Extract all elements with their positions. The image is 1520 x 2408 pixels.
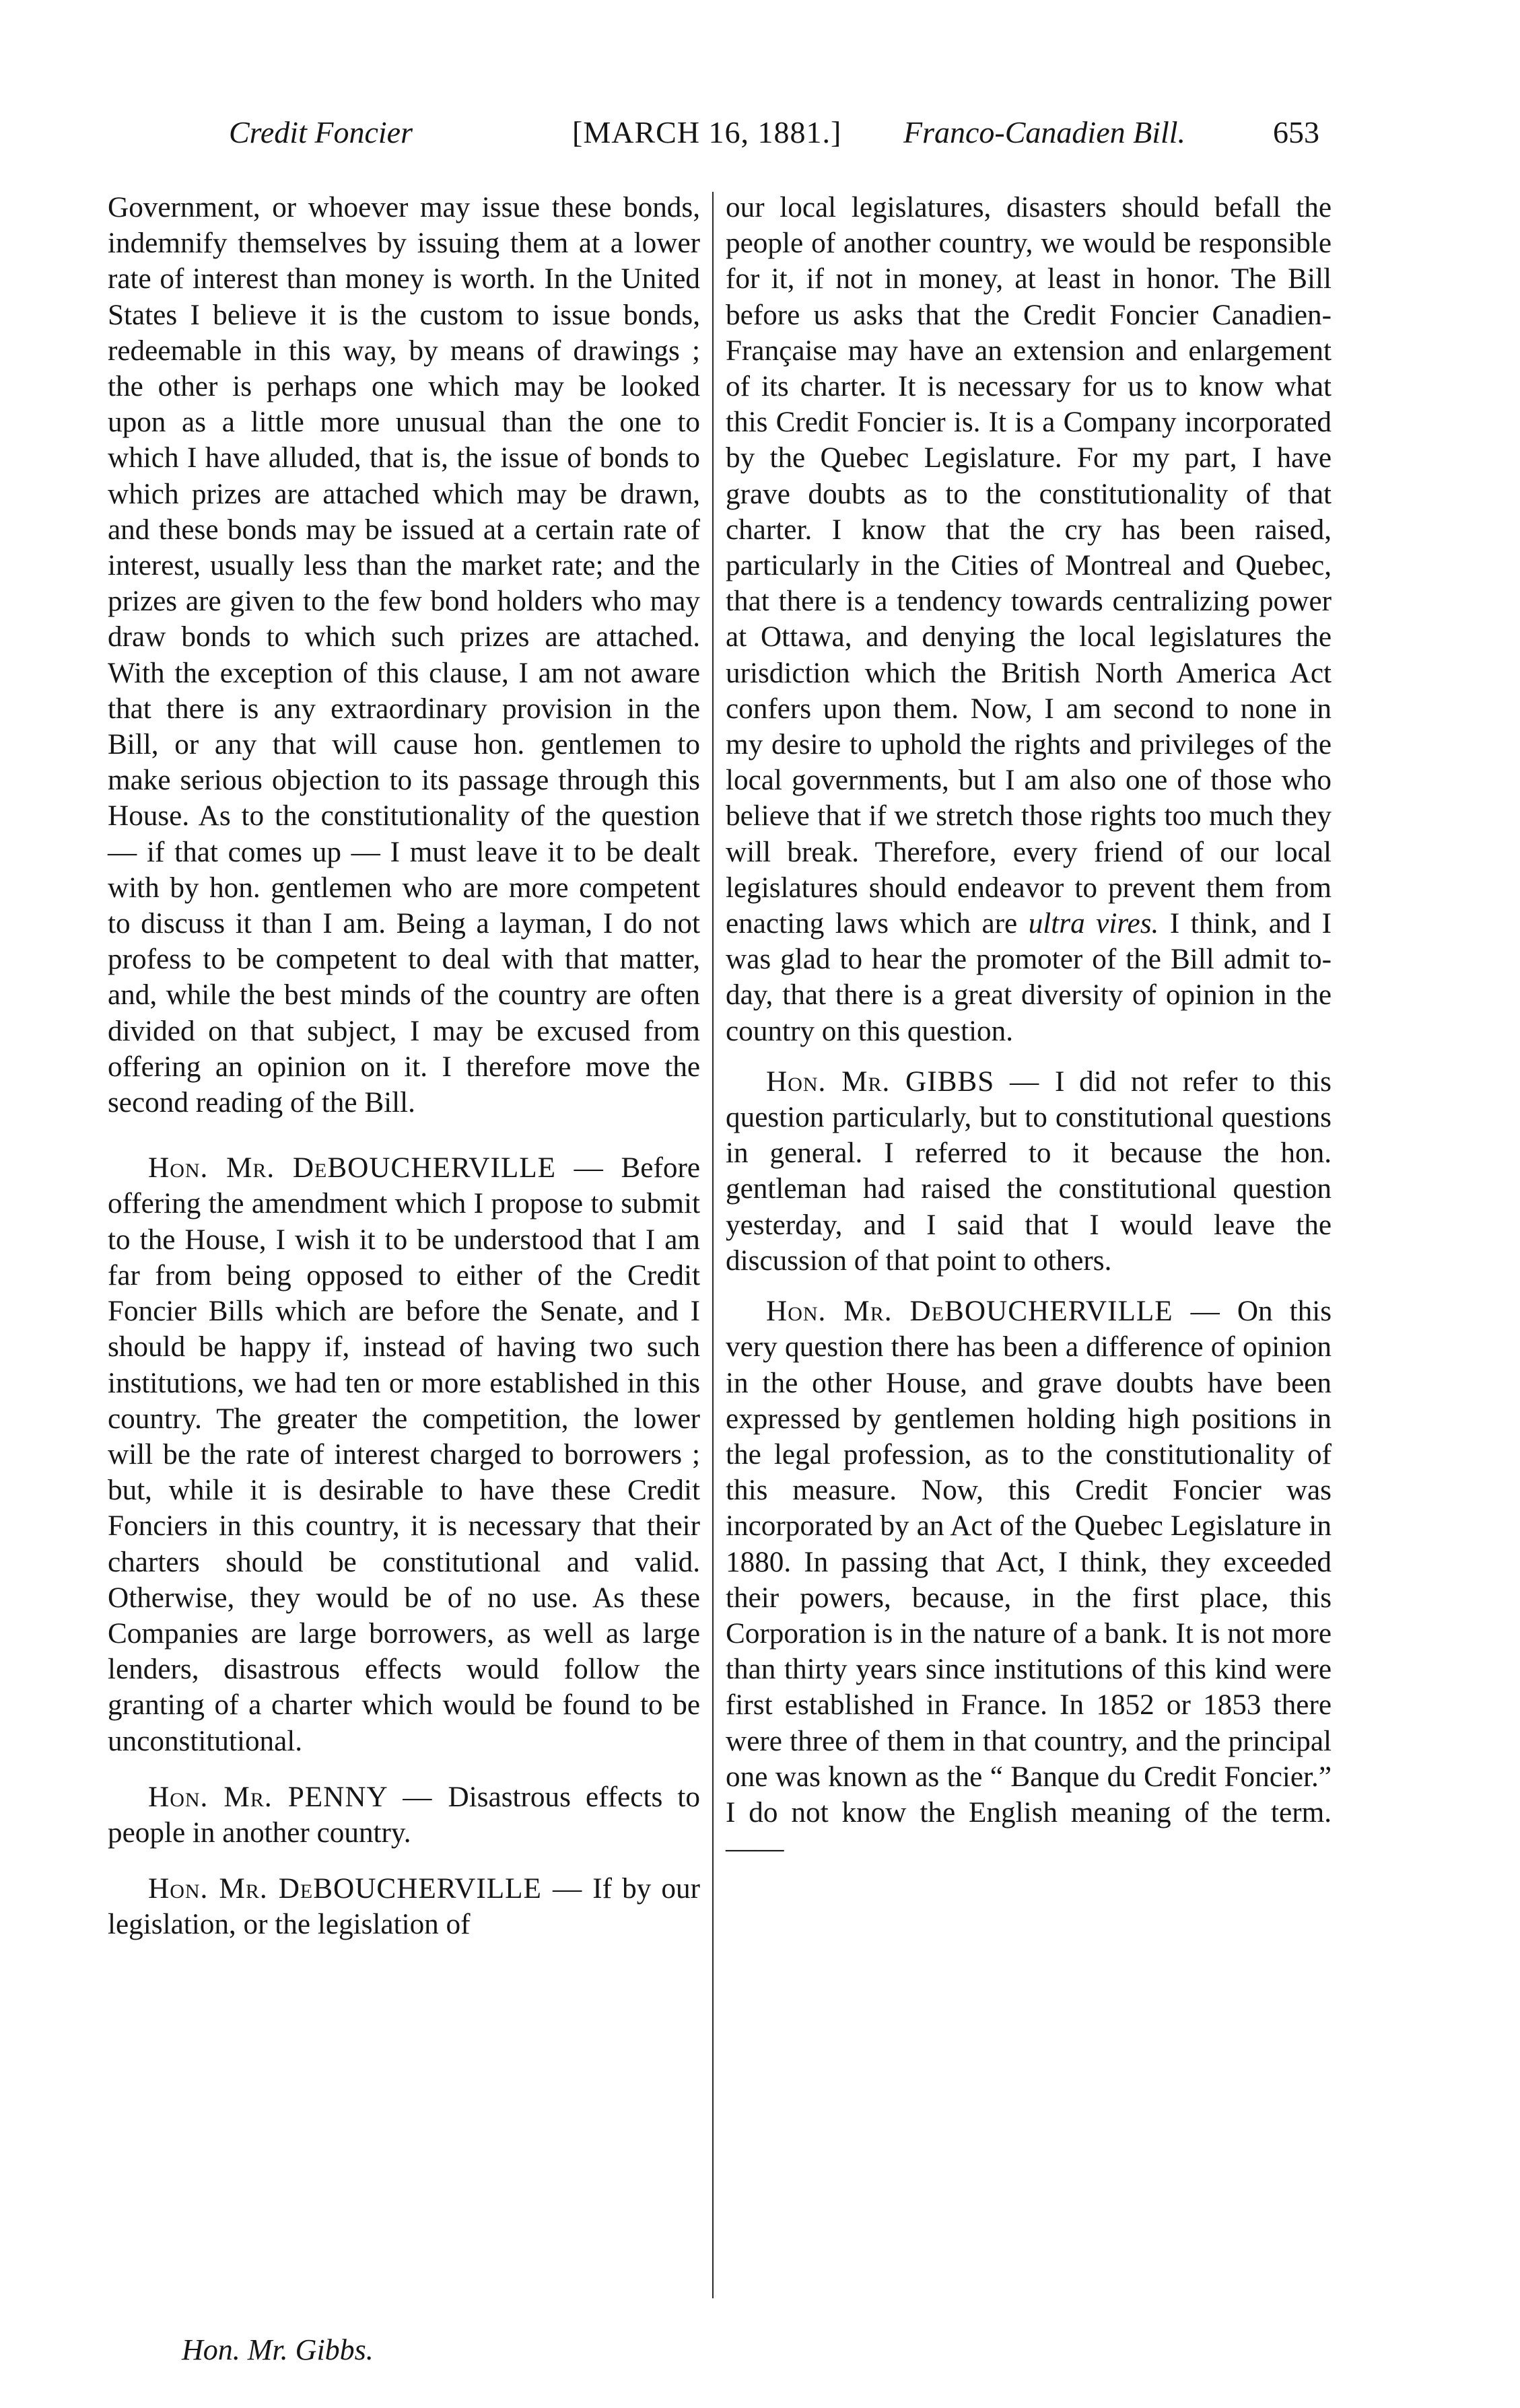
header-date: [MARCH 16, 1881.] — [572, 115, 842, 149]
speaker-name: Hon. Mr. PENNY — — [148, 1781, 448, 1813]
paragraph — [726, 190, 1332, 1049]
left-column — [108, 190, 700, 1943]
speaker-name: Hon. Mr. DeBOUCHERVILLE — — [766, 1296, 1220, 1328]
paragraph-text: I think, and I was glad to hear the promoter of the Bill admit to-day, that there is a great diversity of opinion in the country on this question. — [726, 908, 1332, 1047]
footer-signature: Hon. Mr. Gibbs. — [182, 2333, 374, 2366]
speech-paragraph — [726, 1294, 1332, 1866]
running-header — [88, 114, 1319, 168]
speech-text: Before offering the amendment which I propose to submit to the House, I wish it to be understood that I am far from being opposed to either of the Credit Foncier Bills which are before the Senate, and I should be happy if, instead of having two such institutions, we had ten or more established in this country. The greater the competition, the lower will be the rate of interest charged to borrowers ; but, while it is desirable to have these Credit Fonciers in this country, it is necessary that their charters should be constitutional and valid. Otherwise, they would be of no use. As these Companies are large borrowers, as well as large lenders, disastrous effects would follow the granting of a charter which would be found to be unconstitutional. — [108, 1152, 701, 1757]
paragraph: Government, or whoever may issue these bonds, indemnify themselves by issuing them at a lower rate of interest than money is worth. In the United States I believe it is the custom to issue bonds, redeemable in this way, by means of drawings ; the other is perhaps one which may be looked upon as a little more unusual than the one to which I have alluded, that is, the issue of bonds to which prizes are attached which may be drawn, and these bonds may be issued at a certain rate of interest, usually less than the market rate; and the prizes are given to the few bond holders who may draw bonds to which such prizes are attached. With the exception of this clause, I am not aware that there is any extraordinary provision in the Bill, or any that will cause hon. gentlemen to make serious objection to its passage through this House. As to the constitutionality of the question — if that comes up — I must leave it to be dealt with by hon. gentlemen who are more competent to discuss it than I am. Being a layman, I do not profess to be competent to deal with that matter, and, while the best minds of the country are often divided on that subject, I may be excused from offering an opinion on it. I therefore move the second reading of the Bill. — [108, 192, 700, 1119]
italic-term: ultra vires. — [1028, 908, 1159, 940]
speaker-name: Hon. Mr. DeBOUCHERVILLE — — [148, 1152, 604, 1184]
page-number: 653 — [1273, 115, 1319, 149]
speech-paragraph — [726, 1064, 1332, 1279]
speaker-name: Hon. Mr. GIBBS — — [766, 1065, 1055, 1098]
speech-text: On this very question there has been a difference of opinion in the other House, and grave doubts have been expressed by gentlemen holding high positions in the legal profession, as to the constitutionality of this measure. Now, this Credit Foncier was incorporated by an Act of the Quebec Legislature in 1880. In passing that Act, I think, they exceeded their powers, because, in the first place, this Corporation is in the nature of a bank. It is not more than thirty years since institutions of this kind were first established in France. In 1852 or 1853 there were three of them in that country, and the principal one was known as the “ Banque du Credit Foncier.” I do not know the English meaning of the term. —— — [726, 1296, 1332, 1865]
speech-text: If by our legislation, or the legislation of — [108, 1873, 700, 1941]
speech-text: I did not refer to this question particularly, but to constitutional questions in general. I referred to it because the hon. gentleman had raised the constitutional question yesterday, and I said that I would leave the discussion of that point to others. — [726, 1065, 1332, 1277]
speech-paragraph — [108, 1871, 700, 1942]
speech-text: Disastrous effects to people in another country. — [108, 1781, 700, 1849]
header-left-title: Credit Foncier — [229, 115, 413, 149]
speech-paragraph — [108, 1779, 700, 1851]
column-divider — [712, 192, 714, 2298]
header-right-title: Franco-Canadien Bill. — [903, 115, 1186, 149]
speaker-name: Hon. Mr. DeBOUCHERVILLE — — [148, 1873, 583, 1905]
right-column — [726, 190, 1332, 1866]
paragraph-text: our local legislatures, disasters should befall the people of another country, we would be responsible for it, if not in money, at least in honor. The Bill before us asks that the Credit Foncier Canadien-Française may have an extension and enlargement of its charter. It is necessary for us to know what this Credit Foncier is. It is a Company incorporated by the Quebec Legislature. For my part, I have grave doubts as to the constitutionality of that charter. I know that the cry has been raised, particularly in the Cities of Montreal and Quebec, that there is a tendency towards centralizing power at Ottawa, and denying the local legislatures the urisdiction which the British North America Act confers upon them. Now, I am second to none in my desire to uphold the rights and privileges of the local governments, but I am also one of those who believe that if we stretch those rights too much they will break. Therefore, every friend of our local legislatures should endeavor to prevent them from enacting laws which are — [726, 192, 1332, 940]
speech-paragraph — [108, 1150, 700, 1759]
